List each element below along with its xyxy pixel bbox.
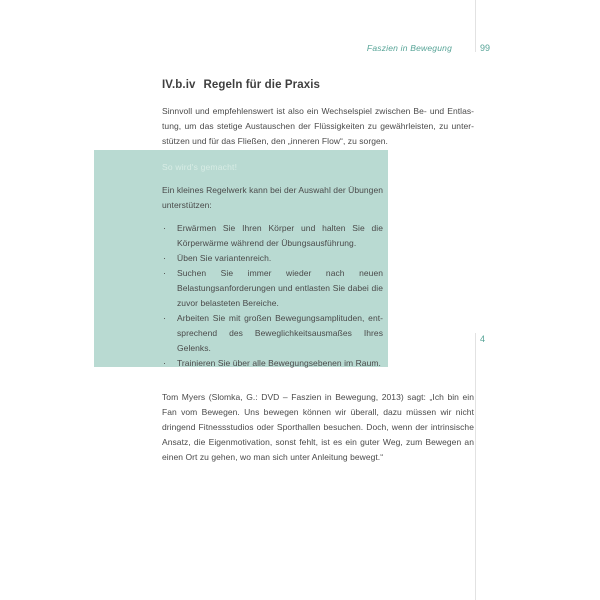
callout-box-intro: Ein kleines Regelwerk kann bei der Auswahl der Übungen unterstützen: [162,185,383,210]
quote-paragraph: Tom Myers (Slomka, G.: DVD – Faszien in Bewegung, 2013) sagt: „Ich bin ein Fan vom Bewegen. Uns bewegen können wir überall, dazu müssen wir nicht dringend Fitnessstudios oder Sporthallen besuchen. Doch, wenn der intrinsische Ansatz, die Eigenmotivation, sonst fehlt, ist es ein guter Weg, zum Bewegen an einen Ort zu gehen, wo man sich unter Anleitung bewegt.“ [162,391,474,462]
section-heading-number: IV.b.iv [162,78,196,91]
rules-bullet-item: · Arbeiten Sie mit großen Bewegungsamplituden, entsprechend des Beweglichkeitsausmaßes Ihres Gelenks. [162,311,383,356]
intro-paragraph: Sinnvoll und empfehlenswert ist also ein Wechselspiel zwischen Be- und Entlastung, um das stetige Austauschen der Flüssigkeiten zu gewährleisten, zu unterstützen und für das Fließen, den „inneren Flow“, zu sorgen. [162,105,474,146]
rules-bullet-item: · Suchen Sie immer wieder nach neuen Belastungsanforderungen und entlasten Sie dabei die zuvor belasteten Bereiche. [162,266,383,311]
page-number: 99 [480,43,491,53]
rules-bullet-list [162,221,383,371]
section-heading [162,79,320,91]
rules-bullet-item: · Üben Sie variantenreich. [162,251,383,266]
chapter-marker: 4 [480,334,486,344]
rules-bullet-item: · Erwärmen Sie Ihren Körper und halten Sie die Körperwärme während der Übungsausführung. [162,221,383,251]
margin-rule-bottom [475,333,476,600]
rules-bullet-item: · Trainieren Sie über alle Bewegungsebenen im Raum. [162,356,383,371]
running-head: Faszien in Bewegung [366,43,452,53]
margin-rule-top [475,0,476,52]
callout-box-title: So wird's gemacht! [162,162,238,172]
callout-box [94,150,388,367]
section-heading-title: Regeln für die Praxis [203,78,321,91]
